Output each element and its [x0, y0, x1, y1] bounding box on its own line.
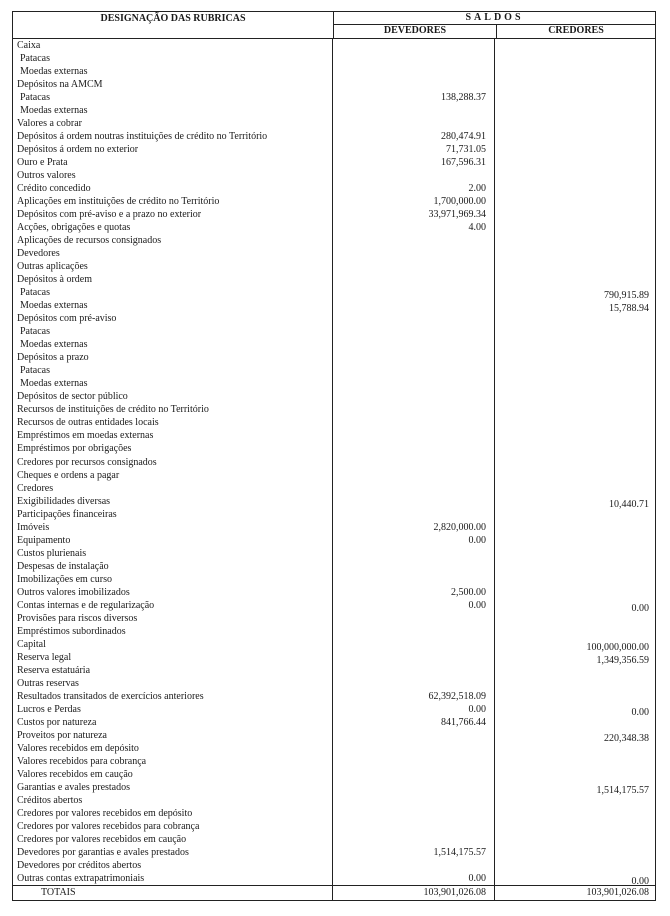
table-row — [13, 130, 655, 143]
table-row — [13, 208, 655, 221]
table-row — [13, 247, 655, 260]
devedores-value — [333, 781, 495, 794]
rubrica-label: Depósitos à ordem — [13, 273, 333, 286]
table-row — [13, 716, 655, 729]
table-row — [13, 169, 655, 182]
credores-cell — [495, 521, 655, 534]
devedores-value — [333, 416, 495, 429]
rubrica-label: Proveitos por natureza — [13, 729, 333, 742]
table-row — [13, 65, 655, 78]
devedores-value — [333, 234, 495, 247]
credores-cell — [495, 495, 655, 508]
credores-cell — [495, 247, 655, 260]
devedores-value: 2,820,000.00 — [333, 521, 495, 534]
rubrica-label: Depósitos de sector público — [13, 390, 333, 403]
credores-cell — [495, 638, 655, 651]
devedores-value — [333, 117, 495, 130]
table-row — [13, 182, 655, 195]
devedores-value — [333, 442, 495, 455]
table-row — [13, 560, 655, 573]
credores-cell — [495, 312, 655, 325]
credores-cell — [495, 442, 655, 455]
devedores-value — [333, 104, 495, 117]
credores-value: 10,440.71 — [609, 498, 649, 510]
credores-cell — [495, 781, 655, 794]
rubrica-label: Depósitos na AMCM — [13, 78, 333, 91]
table-row — [13, 612, 655, 625]
credores-cell — [495, 547, 655, 560]
devedores-value — [333, 377, 495, 390]
table-row — [13, 469, 655, 482]
table-row — [13, 625, 655, 638]
credores-cell — [495, 807, 655, 820]
table-row — [13, 299, 655, 315]
rubrica-label: Valores recebidos para cobrança — [13, 755, 333, 768]
credores-cell — [495, 208, 655, 221]
table-row — [13, 312, 655, 325]
table-row — [13, 286, 655, 302]
credores-cell — [495, 143, 655, 156]
rubrica-label: Caixa — [13, 39, 333, 52]
rubrica-label: Acções, obrigações e quotas — [13, 221, 333, 234]
credores-cell — [495, 52, 655, 65]
rubrica-label: Ouro e Prata — [13, 156, 333, 169]
table-row — [13, 442, 655, 455]
devedores-value — [333, 833, 495, 846]
table-row — [13, 820, 655, 833]
rubrica-label: Devedores — [13, 247, 333, 260]
credores-cell — [495, 586, 655, 599]
table-row — [13, 638, 655, 651]
rubrica-label: Moedas externas — [13, 104, 333, 117]
rubrica-label: Despesas de instalação — [13, 560, 333, 573]
devedores-value — [333, 260, 495, 273]
devedores-value: 167,596.31 — [333, 156, 495, 169]
rubrica-label: Credores por valores recebidos em caução — [13, 833, 333, 846]
table-row — [13, 429, 655, 442]
credores-cell — [495, 625, 655, 638]
devedores-value — [333, 794, 495, 807]
credores-value: 100,000,000.00 — [586, 641, 649, 653]
header-devedores: DEVEDORES — [334, 25, 497, 38]
credores-cell — [495, 91, 655, 104]
devedores-value — [333, 78, 495, 91]
rubrica-label: Credores por valores recebidos em depósito — [13, 807, 333, 820]
rubrica-label: Cheques e ordens a pagar — [13, 469, 333, 482]
table-row — [13, 364, 655, 377]
devedores-value — [333, 456, 495, 469]
rubrica-label: Empréstimos subordinados — [13, 625, 333, 638]
devedores-value — [333, 299, 495, 312]
credores-cell — [495, 456, 655, 469]
rubrica-label: Recursos de outras entidades locais — [13, 416, 333, 429]
credores-cell — [495, 221, 655, 234]
devedores-value — [333, 859, 495, 872]
totals-label: TOTAIS — [13, 886, 333, 900]
devedores-value: 0.00 — [333, 703, 495, 716]
rubrica-label: Credores por valores recebidos para cobrança — [13, 820, 333, 833]
credores-cell — [495, 286, 655, 302]
devedores-value: 841,766.44 — [333, 716, 495, 729]
devedores-value — [333, 768, 495, 781]
devedores-value — [333, 638, 495, 651]
credores-value: 220,348.38 — [604, 732, 649, 744]
table-row — [13, 39, 655, 52]
table-row — [13, 390, 655, 403]
credores-cell — [495, 104, 655, 117]
credores-cell — [495, 469, 655, 482]
table-row — [13, 729, 655, 742]
table-row — [13, 781, 655, 794]
credores-cell — [495, 260, 655, 273]
rubrica-label: Reserva estatuária — [13, 664, 333, 677]
devedores-value: 0.00 — [333, 599, 495, 612]
devedores-value — [333, 742, 495, 755]
devedores-value — [333, 65, 495, 78]
devedores-value: 62,392,518.09 — [333, 690, 495, 703]
rubrica-label: Exigibilidades diversas — [13, 495, 333, 508]
credores-value: 1,349,356.59 — [596, 654, 649, 666]
devedores-value — [333, 495, 495, 508]
credores-cell — [495, 534, 655, 547]
table-row — [13, 677, 655, 690]
table-row — [13, 846, 655, 859]
devedores-value — [333, 573, 495, 586]
credores-cell — [495, 612, 655, 625]
rubrica-label: Aplicações em instituições de crédito no Território — [13, 195, 333, 208]
rubrica-label: Valores recebidos em caução — [13, 768, 333, 781]
credores-cell — [495, 729, 655, 742]
table-row — [13, 547, 655, 560]
rubrica-label: Devedores por garantias e avales prestados — [13, 846, 333, 859]
table-row — [13, 859, 655, 872]
devedores-value — [333, 325, 495, 338]
devedores-value — [333, 625, 495, 638]
rubrica-label: Empréstimos por obrigações — [13, 442, 333, 455]
table-row — [13, 52, 655, 65]
devedores-value — [333, 677, 495, 690]
devedores-value — [333, 52, 495, 65]
devedores-value — [333, 664, 495, 677]
table-row — [13, 78, 655, 91]
devedores-value — [333, 651, 495, 664]
credores-cell — [495, 117, 655, 130]
credores-cell — [495, 755, 655, 768]
rubrica-label: Aplicações de recursos consignados — [13, 234, 333, 247]
devedores-value — [333, 547, 495, 560]
devedores-value — [333, 403, 495, 416]
credores-cell — [495, 560, 655, 573]
table-row — [13, 104, 655, 117]
credores-value: 0.00 — [631, 876, 649, 887]
credores-cell — [495, 299, 655, 315]
totals-devedores: 103,901,026.08 — [333, 886, 495, 900]
table-row — [13, 651, 655, 664]
table-row — [13, 456, 655, 469]
rubrica-label: Outras reservas — [13, 677, 333, 690]
devedores-value — [333, 820, 495, 833]
devedores-value: 2.00 — [333, 182, 495, 195]
balance-table — [12, 11, 656, 901]
table-row — [13, 664, 655, 677]
credores-cell — [495, 377, 655, 390]
devedores-value: 0.00 — [333, 872, 495, 885]
rubrica-label: Equipamento — [13, 534, 333, 547]
credores-cell — [495, 195, 655, 208]
rubrica-label: Moedas externas — [13, 299, 333, 312]
table-row — [13, 768, 655, 781]
rubrica-label: Depósitos á ordem no exterior — [13, 143, 333, 156]
header-credores: CREDORES — [548, 25, 604, 36]
devedores-value: 71,731.05 — [333, 143, 495, 156]
credores-cell — [495, 872, 655, 885]
table-row — [13, 534, 655, 547]
credores-cell — [495, 846, 655, 859]
devedores-value — [333, 364, 495, 377]
rubrica-label: Credores — [13, 482, 333, 495]
table-row — [13, 351, 655, 364]
credores-value: 0.00 — [631, 602, 649, 614]
credores-cell — [495, 351, 655, 364]
table-row — [13, 599, 655, 612]
table-row — [13, 742, 655, 755]
table-row — [13, 833, 655, 846]
credores-cell — [495, 156, 655, 169]
table-body — [13, 39, 655, 885]
rubrica-label: Provisões para riscos diversos — [13, 612, 333, 625]
rubrica-label: Depósitos com pré-aviso — [13, 312, 333, 325]
rubrica-label: Outros valores imobilizados — [13, 586, 333, 599]
table-row — [13, 416, 655, 429]
devedores-value — [333, 286, 495, 299]
devedores-value: 33,971,969.34 — [333, 208, 495, 221]
rubrica-label: Custos plurienais — [13, 547, 333, 560]
devedores-value: 1,700,000.00 — [333, 195, 495, 208]
rubrica-label: Valores recebidos em depósito — [13, 742, 333, 755]
devedores-value — [333, 39, 495, 52]
devedores-value — [333, 508, 495, 521]
devedores-value — [333, 312, 495, 325]
header-saldos: SALDOS — [334, 12, 655, 25]
table-row — [13, 690, 655, 703]
credores-cell — [495, 768, 655, 781]
devedores-value: 138,288.37 — [333, 91, 495, 104]
table-row — [13, 755, 655, 768]
table-row — [13, 338, 655, 351]
table-row — [13, 325, 655, 338]
rubrica-label: Depósitos com pré-aviso e a prazo no exterior — [13, 208, 333, 221]
table-row — [13, 521, 655, 534]
credores-value: 0.00 — [631, 706, 649, 718]
credores-cell — [495, 130, 655, 143]
rubrica-label: Imobilizações em curso — [13, 573, 333, 586]
credores-cell — [495, 338, 655, 351]
credores-cell — [495, 403, 655, 416]
table-row — [13, 794, 655, 807]
table-row — [13, 703, 655, 716]
credores-cell — [495, 364, 655, 377]
credores-cell — [495, 599, 655, 612]
rubrica-label: Outras aplicações — [13, 260, 333, 273]
devedores-value — [333, 247, 495, 260]
devedores-value — [333, 612, 495, 625]
devedores-value — [333, 390, 495, 403]
devedores-value — [333, 169, 495, 182]
header-saldos-group — [334, 12, 655, 38]
credores-cell — [495, 833, 655, 846]
rubrica-label: Patacas — [13, 364, 333, 377]
devedores-value — [333, 755, 495, 768]
table-row — [13, 377, 655, 390]
devedores-value: 280,474.91 — [333, 130, 495, 143]
rubrica-label: Recursos de instituições de crédito no Território — [13, 403, 333, 416]
credores-value: 1,514,175.57 — [596, 784, 649, 796]
credores-cell — [495, 482, 655, 495]
credores-cell — [495, 65, 655, 78]
credores-cell — [495, 716, 655, 729]
credores-value: 790,915.89 — [604, 290, 649, 302]
rubrica-label: Valores a cobrar — [13, 117, 333, 130]
devedores-value — [333, 807, 495, 820]
table-row — [13, 872, 655, 885]
devedores-value — [333, 482, 495, 495]
table-row — [13, 156, 655, 169]
rubrica-label: Reserva legal — [13, 651, 333, 664]
table-row — [13, 586, 655, 599]
devedores-value — [333, 729, 495, 742]
table-row — [13, 143, 655, 156]
devedores-value: 0.00 — [333, 534, 495, 547]
devedores-value — [333, 273, 495, 286]
rubrica-label: Imóveis — [13, 521, 333, 534]
table-row — [13, 221, 655, 234]
rubrica-label: Patacas — [13, 286, 333, 299]
table-row — [13, 91, 655, 104]
devedores-value — [333, 351, 495, 364]
rubrica-label: Credores por recursos consignados — [13, 456, 333, 469]
rubrica-label: Depósitos a prazo — [13, 351, 333, 364]
devedores-value: 2,500.00 — [333, 586, 495, 599]
credores-cell — [495, 234, 655, 247]
table-row — [13, 573, 655, 586]
table-row — [13, 495, 655, 508]
rubrica-label: Empréstimos em moedas externas — [13, 429, 333, 442]
table-row — [13, 482, 655, 495]
credores-cell — [495, 169, 655, 182]
rubrica-label: Participações financeiras — [13, 508, 333, 521]
credores-cell — [495, 325, 655, 338]
credores-value: 15,788.94 — [609, 303, 649, 315]
rubrica-label: Depósitos á ordem noutras instituições de crédito no Território — [13, 130, 333, 143]
credores-cell — [495, 390, 655, 403]
rubrica-label: Custos por natureza — [13, 716, 333, 729]
rubrica-label: Devedores por créditos abertos — [13, 859, 333, 872]
credores-cell — [495, 703, 655, 716]
credores-cell — [495, 182, 655, 195]
credores-cell — [495, 677, 655, 690]
rubrica-label: Patacas — [13, 325, 333, 338]
devedores-value — [333, 560, 495, 573]
rubrica-label: Lucros e Perdas — [13, 703, 333, 716]
rubrica-label: Moedas externas — [13, 377, 333, 390]
devedores-value: 4.00 — [333, 221, 495, 234]
credores-cell — [495, 429, 655, 442]
rubrica-label: Crédito concedido — [13, 182, 333, 195]
devedores-value: 1,514,175.57 — [333, 846, 495, 859]
devedores-value — [333, 469, 495, 482]
rubrica-label: Garantias e avales prestados — [13, 781, 333, 794]
rubrica-label: Contas internas e de regularização — [13, 599, 333, 612]
devedores-value — [333, 338, 495, 351]
table-row — [13, 807, 655, 820]
table-row — [13, 195, 655, 208]
table-row — [13, 273, 655, 286]
rubrica-label: Outros valores — [13, 169, 333, 182]
rubrica-label: Moedas externas — [13, 65, 333, 78]
rubrica-label: Moedas externas — [13, 338, 333, 351]
credores-cell — [495, 39, 655, 52]
credores-cell — [495, 859, 655, 872]
credores-cell — [495, 820, 655, 833]
credores-cell — [495, 573, 655, 586]
totals-row — [13, 885, 655, 900]
table-row — [13, 234, 655, 247]
rubrica-label: Patacas — [13, 91, 333, 104]
rubrica-label: Patacas — [13, 52, 333, 65]
rubrica-label: Outras contas extrapatrimoniais — [13, 872, 333, 885]
table-row — [13, 403, 655, 416]
header-designacao: DESIGNAÇÃO DAS RUBRICAS — [13, 12, 334, 38]
rubrica-label: Créditos abertos — [13, 794, 333, 807]
rubrica-label: Resultados transitados de exercícios anteriores — [13, 690, 333, 703]
credores-cell — [495, 78, 655, 91]
credores-cell — [495, 690, 655, 703]
table-row — [13, 117, 655, 130]
credores-cell — [495, 416, 655, 429]
totals-credores: 103,901,026.08 — [586, 887, 649, 899]
devedores-value — [333, 429, 495, 442]
table-header — [13, 12, 655, 39]
rubrica-label: Capital — [13, 638, 333, 651]
table-row — [13, 260, 655, 273]
credores-cell — [495, 273, 655, 286]
table-row — [13, 508, 655, 521]
